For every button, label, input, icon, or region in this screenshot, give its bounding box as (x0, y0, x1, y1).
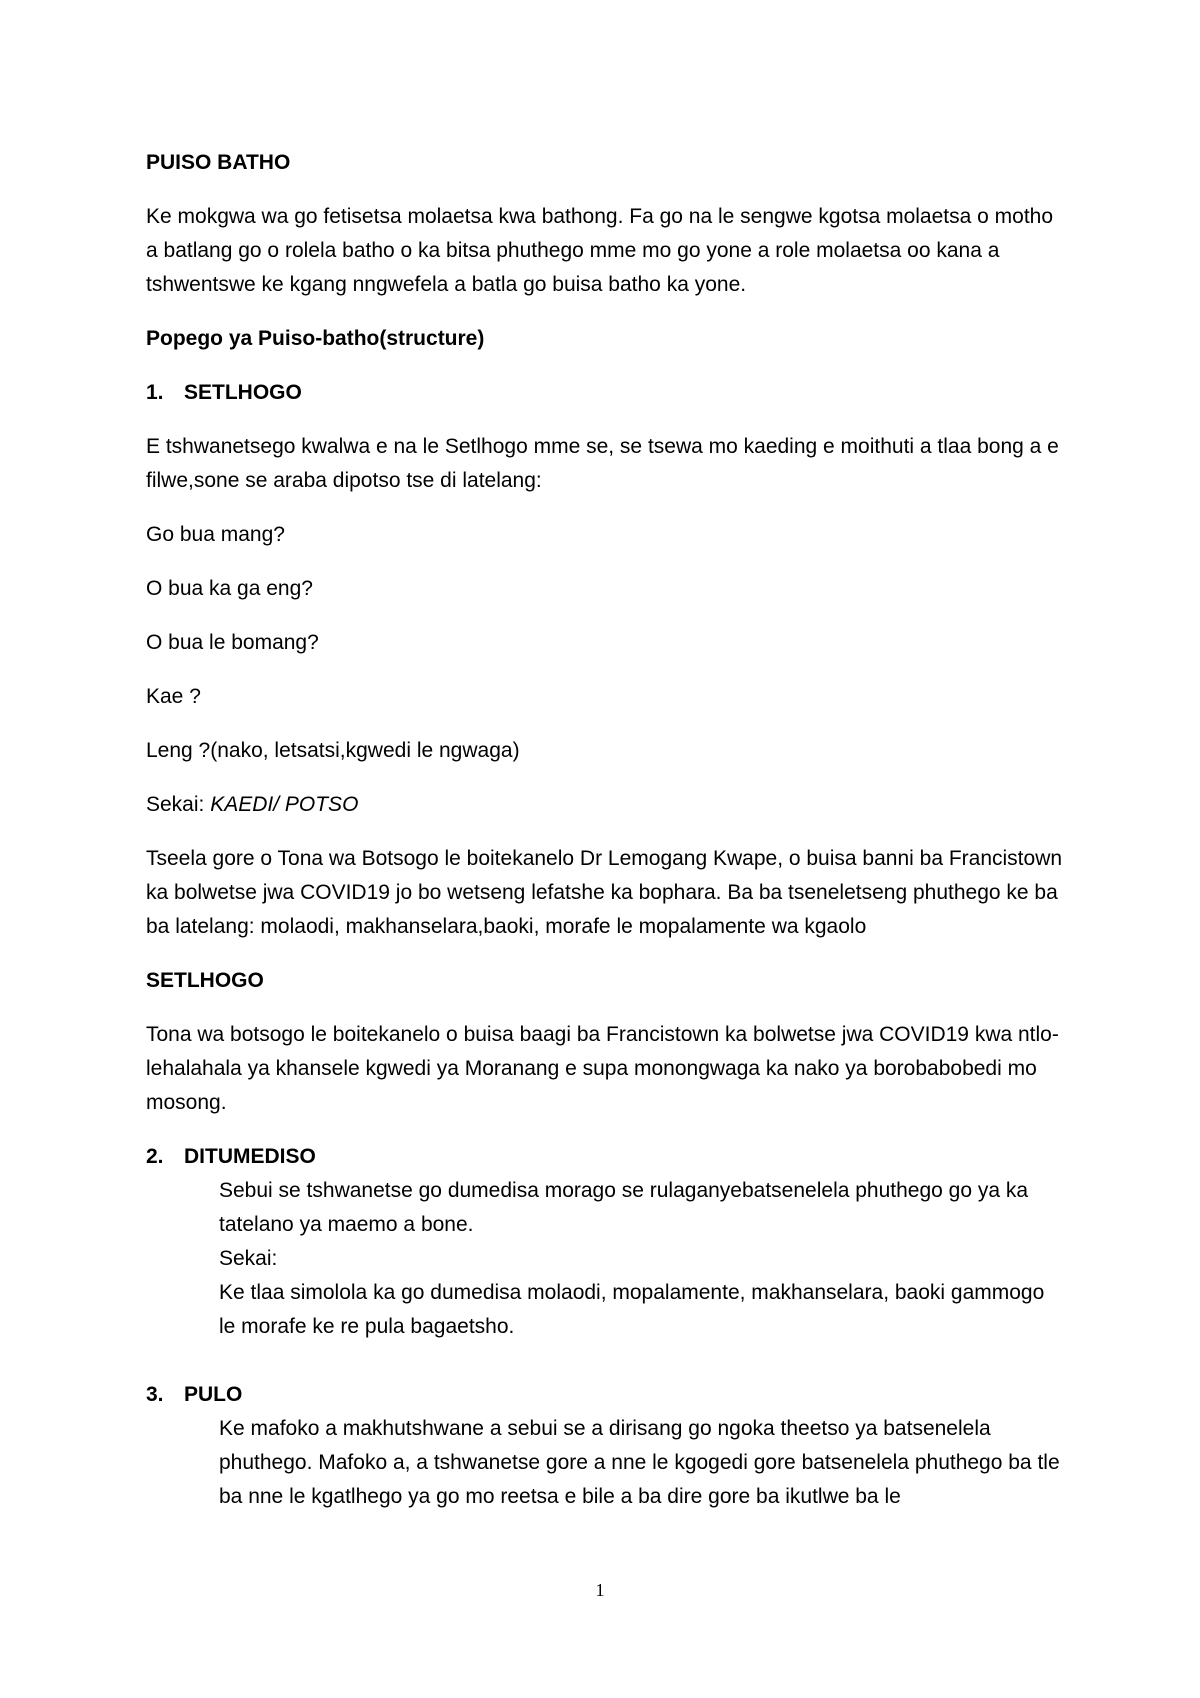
setlhogo-subheading: SETLHOGO (146, 969, 264, 992)
section-2-example-label: Sekai: (219, 1247, 278, 1270)
section-3-body (219, 1412, 1066, 1514)
section-2-heading (146, 1140, 1066, 1174)
section-spacer (146, 1344, 1066, 1378)
section-3-number: 3. (146, 1383, 164, 1406)
section-3-title: PULO (184, 1383, 243, 1406)
structure-heading: Popego ya Puiso-batho(structure) (146, 327, 485, 350)
document-body (146, 146, 1066, 1514)
question-item: Go bua mang? (146, 523, 285, 546)
section-2-text: Sebui se tshwanetse go dumedisa morago se rulaganyebatsenelela phuthego go ya ka tatelano ya maemo a bone. (219, 1179, 1029, 1236)
question-item: Kae ? (146, 685, 201, 708)
question-item: O bua ka ga eng? (146, 577, 313, 600)
page-number: 1 (595, 1580, 605, 1600)
document-title: PUISO BATHO (146, 151, 291, 174)
section-1-description: E tshwanetsego kwalwa e na le Setlhogo mme se, se tsewa mo kaeding e moithuti a tlaa bong a e filwe,sone se araba dipotso tse di latelang: (146, 435, 1059, 492)
section-1-number: 1. (146, 381, 164, 404)
section-2-example-text: Ke tlaa simolola ka go dumedisa molaodi, mopalamente, makhanselara, baoki gammogo le morafe ke re pula bagaetsho. (219, 1281, 1045, 1338)
intro-paragraph: Ke mokgwa wa go fetisetsa molaetsa kwa bathong. Fa go na le sengwe kgotsa molaetsa o motho a batlang go o rolela batho o ka bitsa phuthego mme mo go yone a role molaetsa oo kana a tshwentswe ke kgang nngwefela a batla go buisa batho ka yone. (146, 205, 1054, 296)
section-1-heading (146, 376, 1066, 410)
example-value: KAEDI/ POTSO (210, 793, 359, 816)
question-item: Leng ?(nako, letsatsi,kgwedi le ngwaga) (146, 739, 520, 762)
example-text: Tseela gore o Tona wa Botsogo le boitekanelo Dr Lemogang Kwape, o buisa banni ba Francistown ka bolwetse jwa COVID19 jo bo wetseng lefatshe ka bophara. Ba ba tseneletseng phuthego ke ba ba latelang: molaodi, makhanselara,baoki, morafe le mopalamente wa kgaolo (146, 847, 1063, 938)
question-item: O bua le bomang? (146, 631, 319, 654)
example-line (146, 788, 1066, 822)
example-label: Sekai: (146, 793, 211, 816)
section-1-title: SETLHOGO (184, 381, 302, 404)
section-2-number: 2. (146, 1145, 164, 1168)
section-3-heading (146, 1378, 1066, 1412)
section-3-text: Ke mafoko a makhutshwane a sebui se a dirisang go ngoka theetso ya batsenelela phuthego. Mafoko a, a tshwanetse gore a nne le kgogedi gore batsenelela phuthego ba tle ba nne le kgatlhego ya go mo reetsa e bile a ba dire gore ba ikutlwe ba le (219, 1417, 1060, 1508)
section-2-body (219, 1174, 1066, 1344)
section-2-title: DITUMEDISO (184, 1145, 316, 1168)
sample-title-text: Tona wa botsogo le boitekanelo o buisa baagi ba Francistown ka bolwetse jwa COVID19 kwa ntlo-lehalahala ya khansele kgwedi ya Moranang e supa monongwaga ka nako ya borobabobedi mo mosong. (146, 1023, 1059, 1114)
